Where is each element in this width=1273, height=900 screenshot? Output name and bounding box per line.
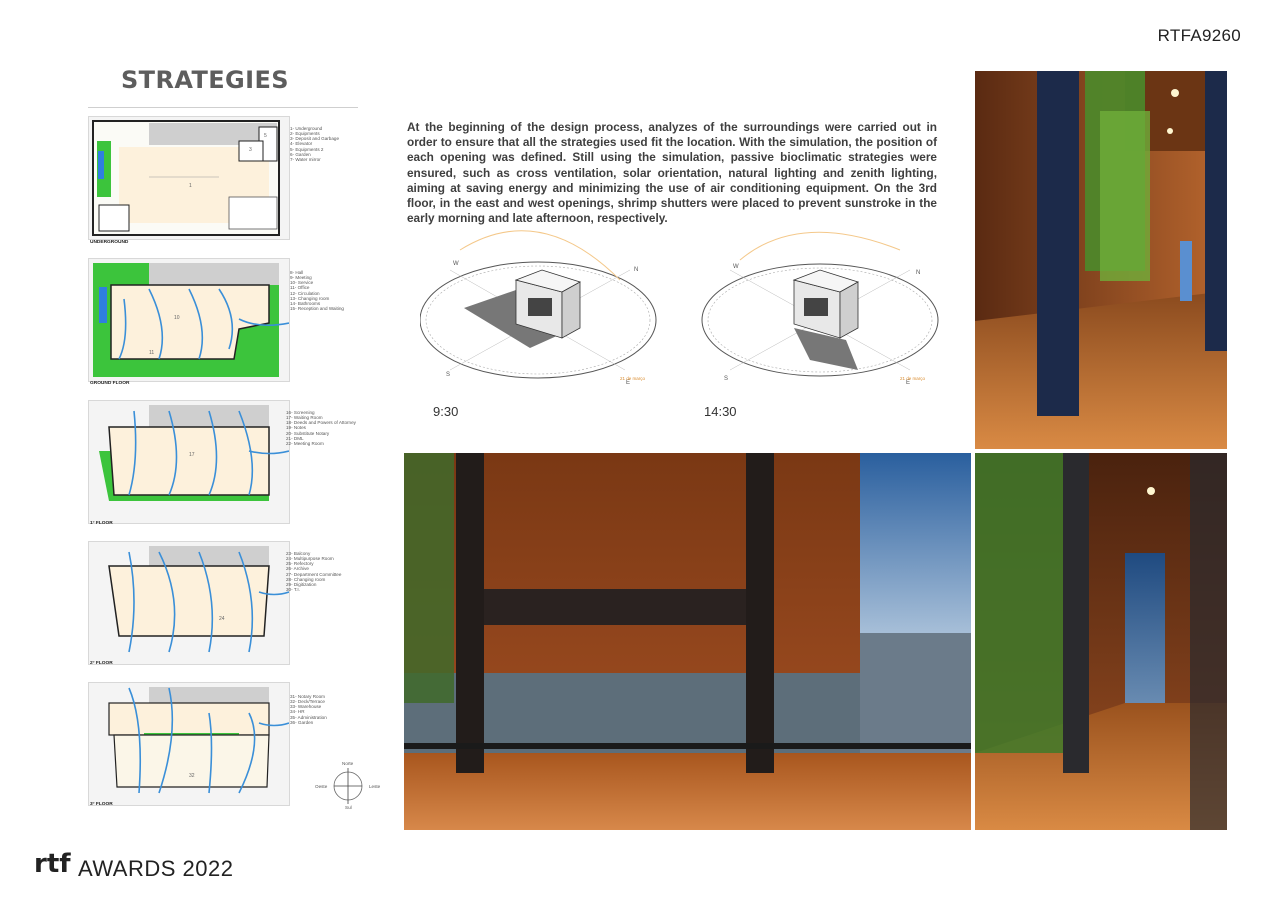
legend-1st xyxy=(286,400,356,451)
legend-item: 34- HR xyxy=(290,709,305,715)
compass-south-label: Sul xyxy=(345,805,352,810)
svg-text:24: 24 xyxy=(219,616,225,622)
floor-plan-ground xyxy=(88,258,290,382)
legend-item: 5- Equipments 2 xyxy=(290,146,324,152)
rtf-logo-text: rtf xyxy=(34,849,71,876)
legend-item: 36- Garden xyxy=(290,719,314,725)
svg-text:3: 3 xyxy=(249,147,252,153)
title-rule xyxy=(88,107,358,108)
legend-2nd xyxy=(286,541,341,597)
legend-item: 27- Department Committee xyxy=(286,571,342,577)
svg-text:32: 32 xyxy=(189,773,195,779)
legend-item: 29- Digitization xyxy=(286,581,317,587)
sun-label-date: 21 de março xyxy=(900,376,926,381)
legend-item: 1- Underground xyxy=(290,126,323,132)
sun-study-1430 xyxy=(700,220,945,390)
photo-corridor-top xyxy=(975,71,1227,449)
legend-item: 10- Service xyxy=(290,280,314,286)
page-title: STRATEGIES xyxy=(121,66,289,94)
sun-time-1430: 14:30 xyxy=(704,404,737,419)
sun-label-n: N xyxy=(634,267,639,273)
legend-item: 13- Changing room xyxy=(290,295,330,301)
floor-plan-1st xyxy=(88,400,290,524)
legend-item: 33- Warehouse xyxy=(290,704,322,710)
photo-terrace xyxy=(404,453,971,830)
legend-3rd xyxy=(290,684,327,730)
rtf-logo xyxy=(34,846,74,881)
legend-item: 32- Deck/Terrace xyxy=(290,699,325,705)
sun-label-s: S xyxy=(724,376,729,382)
legend-item: 16- Screening xyxy=(286,410,315,416)
legend-item: 3- Deposit and Garbage xyxy=(290,136,340,142)
svg-text:10: 10 xyxy=(174,315,180,321)
legend-item: 2- Equipments xyxy=(290,131,320,137)
legend-item: 31- Notary Room xyxy=(290,694,325,700)
awards-label: AWARDS 2022 xyxy=(78,856,234,881)
legend-item: 26- Archive xyxy=(286,566,309,572)
legend-item: 28- Changing room xyxy=(286,576,326,582)
photo-corridor-bottom xyxy=(975,453,1227,830)
sun-study-0930 xyxy=(420,220,665,390)
compass-north-label: Norte xyxy=(342,761,354,766)
legend-item: 12- Circulation xyxy=(290,290,320,296)
legend-item: 7- Water mirror xyxy=(290,156,321,162)
floor-plan-3rd xyxy=(88,682,290,806)
legend-item: 8- Hall xyxy=(290,270,304,276)
sun-label-e: E xyxy=(906,380,911,386)
sun-time-0930: 9:30 xyxy=(433,404,459,419)
sun-label-n: N xyxy=(916,270,921,276)
legend-item: 30- T.I. xyxy=(286,586,300,592)
floor-label-ground: GROUND FLOOR xyxy=(90,381,130,386)
legend-item: 24- Multipurpose Room xyxy=(286,556,334,562)
legend-ground xyxy=(290,260,344,316)
legend-item: 14- Bathrooms xyxy=(290,300,321,306)
legend-underground xyxy=(290,116,339,167)
legend-item: 15- Reception and Waiting xyxy=(290,305,344,311)
legend-item: 18- Deeds and Powers of Attorney xyxy=(286,420,356,426)
legend-item: 9- Meeting xyxy=(290,275,312,281)
floor-plan-underground xyxy=(88,116,290,240)
legend-item: 23- Balcony xyxy=(286,551,311,557)
svg-text:1: 1 xyxy=(189,183,192,189)
sun-label-date: 21 de março xyxy=(620,376,646,381)
legend-item: 19- Notes xyxy=(286,425,306,431)
svg-text:17: 17 xyxy=(189,452,195,458)
sun-label-w: W xyxy=(733,264,739,270)
legend-item: 4- Elevator xyxy=(290,141,313,147)
svg-text:11: 11 xyxy=(149,350,155,356)
legend-item: 22- Meeting Room xyxy=(286,440,324,446)
project-code: RTFA9260 xyxy=(1157,26,1241,45)
legend-item: 17- Waiting Room xyxy=(286,415,323,421)
svg-text:5: 5 xyxy=(264,133,267,139)
compass-east-label: Leste xyxy=(369,784,381,789)
legend-item: 21- DML xyxy=(286,435,304,441)
legend-item: 20- Substitute Notary xyxy=(286,430,330,436)
sun-label-e: E xyxy=(626,380,631,386)
legend-item: 11- Office xyxy=(290,285,310,291)
legend-item: 25- Refectory xyxy=(286,561,314,567)
floor-label-3rd: 3° FLOOR xyxy=(90,802,113,807)
sun-label-s: S xyxy=(446,372,451,378)
intro-paragraph: At the beginning of the design process, analyzes of the surroundings were carried out in order to ensure that all the strategies used fit the location. With the simulation, the position of each opening was defined. Still using the simulation, passive bioclimatic strategies were ensured, such as cross ventilation, solar orientation, natural lighting and zenith lighting, aiming at saving energy and minimizing the use of air conditioning equipment. On the 3rd floor, in the east and west openings, shrimp shutters were placed to prevent sunstroke in the early morning and late afternoon, respectively. xyxy=(407,120,937,226)
floor-label-1st: 1° FLOOR xyxy=(90,521,113,526)
legend-item: 35- Administration xyxy=(290,714,327,720)
sun-label-w: W xyxy=(453,261,459,267)
compass-west-label: Oeste xyxy=(315,784,328,789)
floor-label-underground: UNDERGROUND xyxy=(90,240,129,245)
legend-item: 6- Garden xyxy=(290,151,311,157)
floor-label-2nd: 2° FLOOR xyxy=(90,661,113,666)
floor-plan-2nd xyxy=(88,541,290,665)
